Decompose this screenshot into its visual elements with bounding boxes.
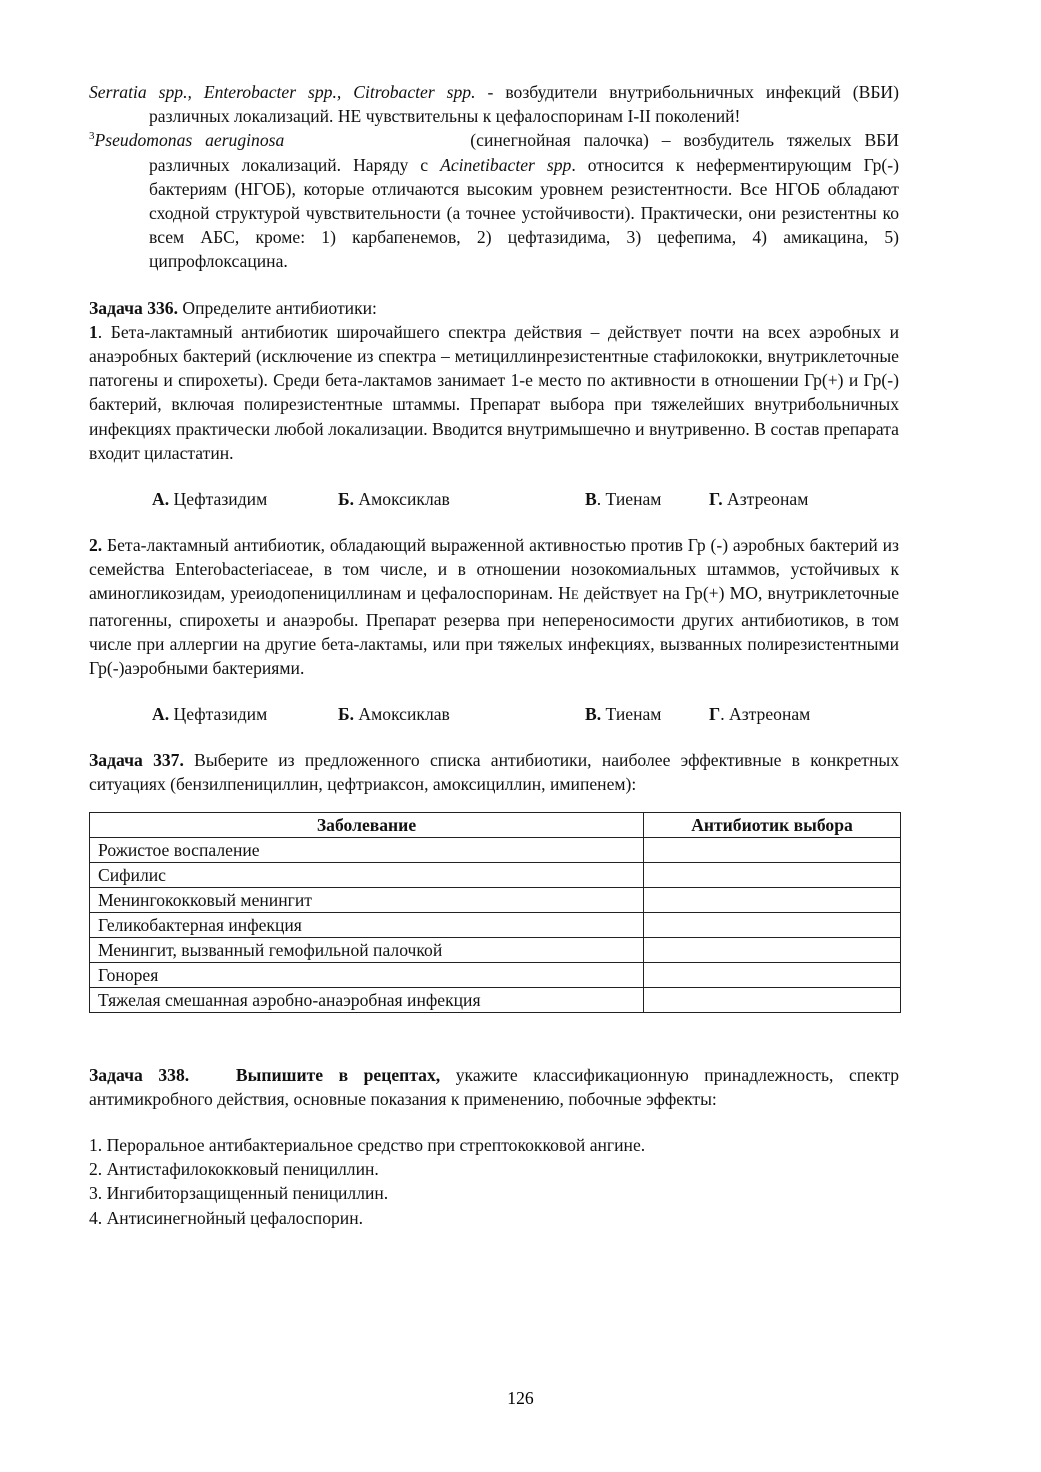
question-2-text-a: Бета-лактамный антибиотик, обладающий выраженной активностью против Гр (-) аэробных бактерий из семейства Enterobacteriaceae, в том числе, и в отношении нозокомиальных штаммов, устойчивых к аминогликозидам, уреиодопенициллинам и цефалоспоринам. Н [89,535,899,604]
task-337-prompt: Выберите из предложенного списка антибиотики, наиболее эффективные в конкретных ситуациях (бензилпенициллин, цефтриаксон, амоксициллин, имипенем): [89,750,900,795]
table-row [90,837,901,862]
disease-cell: Гонорея [90,962,644,987]
task-336-heading: Задача 336. [89,297,178,318]
table-row [90,937,901,962]
prescription-list [89,1133,899,1230]
task-338-prompt: укажите классификационную принадлежность, спектр антимикробного действия, основные показания к применению, побочные эффекты: [89,1064,900,1109]
disease-cell: Тяжелая смешанная аэробно-анаэробная инфекция [90,987,644,1012]
task-337-heading: Задача 337. [89,750,184,771]
task-336-prompt: Определите антибиотики: [177,297,377,318]
question-1-number: 1 [89,321,98,342]
answer-cell[interactable] [644,987,901,1012]
option-v[interactable]: В. Тиенам [585,704,662,725]
disease-cell: Менингит, вызванный гемофильной палочкой [90,937,644,962]
list-item: 3. Ингибиторзащищенный пенициллин. [89,1183,389,1204]
task-338-bold-instruction: Выпишите в рецептах, [235,1064,441,1085]
answer-cell[interactable] [644,862,901,887]
option-v[interactable]: В. Тиенам [585,489,662,510]
page-number: 126 [507,1388,534,1408]
question-2-small-e: Е [570,587,579,603]
page-content [89,80,899,1230]
disease-cell: Рожистое воспаление [90,837,644,862]
task-337-header [89,748,899,796]
task-338-header [89,1063,899,1111]
answer-cell[interactable] [644,887,901,912]
question-2-text-b: действует на Гр(+) МО, внутриклеточные патогенны, спирохеты и анаэробы. Препарат резерва при непереносимости других антибиотиков, в том числе при аллергии на другие бета-лактамы, или при тяжелых инфекциях, вызванных полирезистентными Гр(-)аэробными бактериями. [89,583,900,679]
disease-cell: Менингококковый менингит [90,887,644,912]
intro-text-2a: (синегнойная палочка) – возбудитель тяжелых ВБИ различных локализаций. Наряду с [149,130,899,175]
antibiotic-table [89,812,901,1013]
option-a[interactable]: А. Цефтазидим [152,704,268,725]
question-2-number: 2. [89,535,103,556]
intro-paragraph-2 [89,128,899,273]
organism-name-2: Acinetibacter spp [440,154,572,175]
column-header-antibiotic: Антибиотик выбора [644,812,901,837]
table-header-row [90,812,901,837]
organisms-list: Serratia spp., Enterobacter spp., Citrobacter spp. [89,82,476,102]
answer-cell[interactable] [644,962,901,987]
intro-paragraph-1 [89,80,899,128]
answer-cell[interactable] [644,937,901,962]
intro-text-2b: . относится к неферментирующим Гр(-) бактериям (НГОБ), которые отличаются высоким уровнем резистентности. Все НГОБ обладают сходной структурой чувствительности (а точнее устойчивости). Практически, они резистентны ко всем АБС, кроме: 1) карбапенемов, 2) цефтазидима, 3) цефепима, 4) амикацина, 5) ципрофлоксацина. [149,154,900,272]
question-2-options [89,702,899,726]
answer-cell[interactable] [644,912,901,937]
intro-text-1: - возбудители внутрибольничных инфекций (ВБИ) различных локализаций. НЕ чувствительны к цефалоспоринам I-II поколений! [149,82,899,127]
option-b[interactable]: Б. Амоксиклав [338,489,450,510]
table-row [90,862,901,887]
option-g[interactable]: Г. Азтреонам [709,704,811,725]
table-row [90,912,901,937]
option-g[interactable]: Г. Азтреонам [709,489,809,510]
option-b[interactable]: Б. Амоксиклав [338,704,450,725]
organism-name: Pseudomonas aeruginosa [94,130,285,151]
disease-cell: Геликобактерная инфекция [90,912,644,937]
list-item: 1. Пероральное антибактериальное средство при стрептококковой ангине. [89,1135,646,1156]
task-336-question-1 [89,320,899,465]
list-item: 2. Антистафилококковый пенициллин. [89,1159,379,1180]
question-1-text: . Бета-лактамный антибиотик широчайшего спектра действия – действует почти на всех аэробных и анаэробных бактерий (исключение из спектра – метициллинрезистентные стафилококки, внутриклеточные патогены и спирохеты). Среди бета-лактамов занимает 1-е место по активности в отношении Гр(+) и Гр(-) бактерий, включая полирезистентные штаммы. Препарат выбора при тяжелейших внутрибольничных инфекциях практически любой локализации. Вводится внутримышечно и внутривенно. В состав препарата входит циластатин. [89,321,899,463]
table-row [90,962,901,987]
column-header-disease: Заболевание [90,812,644,837]
task-338-heading: Задача 338. [89,1064,190,1085]
list-item: 4. Антисинегнойный цефалоспорин. [89,1207,364,1228]
footnote-marker: 3 [89,130,95,143]
table-row [90,887,901,912]
disease-cell: Сифилис [90,862,644,887]
question-1-options [89,487,899,511]
task-336-header [89,296,899,320]
table-row [90,987,901,1012]
answer-cell[interactable] [644,837,901,862]
task-336-question-2 [89,533,899,680]
option-a[interactable]: А. Цефтазидим [152,489,268,510]
